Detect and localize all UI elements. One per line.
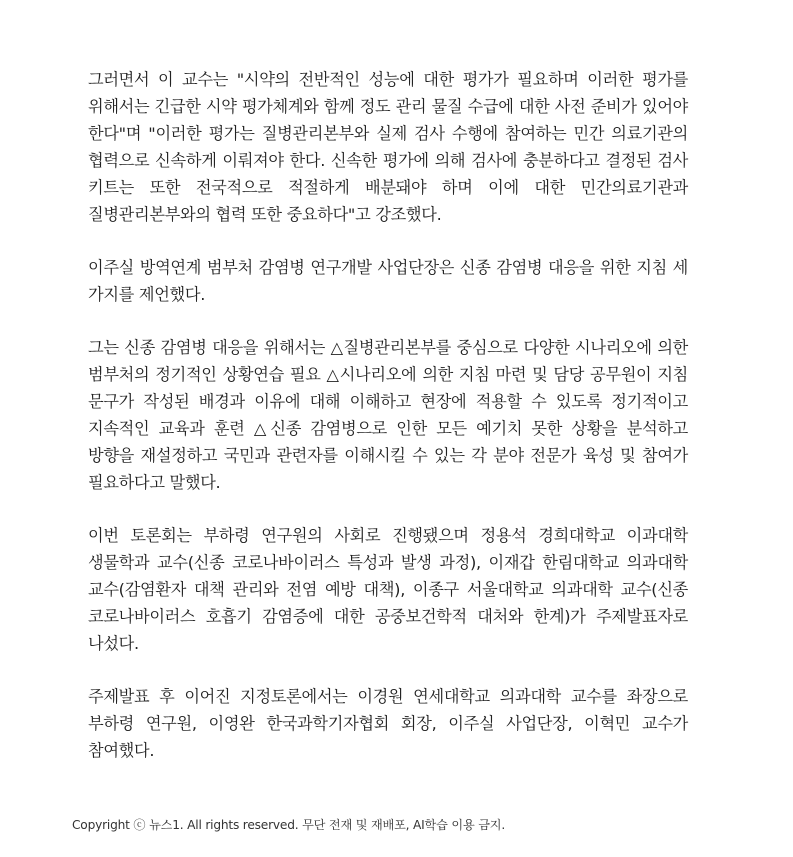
copyright-notice: Copyright ⓒ 뉴스1. All rights reserved. 무단 전재 및 재배포, AI학습 이용 금지. [72, 818, 506, 832]
article-paragraph: 그는 신종 감염병 대응을 위해서는 △질병관리본부를 중심으로 다양한 시나리오에 의한 범부처의 정기적인 상황연습 필요 △시나리오에 의한 지침 마련 및 담당 공무원이 지침 문구가 작성된 배경과 이유에 대해 이해하고 현장에 적용할 수 있도록 정기적이고 지속적인 교육과 훈련 △신종 감염병으로 인한 모든 예기치 못한 상황을 분석하고 방향을 재설정하고 국민과 관련자를 이해시킬 수 있는 각 분야 전문가 육성 및 참여가 필요하다고 말했다. [88, 338, 688, 492]
article-paragraph: 이번 토론회는 부하령 연구원의 사회로 진행됐으며 정용석 경희대학교 이과대학 생물학과 교수(신종 코로나바이러스 특성과 발생 과정), 이재갑 한림대학교 의과대학 교수(감염환자 대책 관리와 전염 예방 대책), 이종구 서울대학교 의과대학 교수(신종 코로나바이러스 호흡기 감염증에 대한 공중보건학적 대처와 한계)가 주제발표자로 나섰다. [88, 526, 688, 653]
article-paragraph: 주제발표 후 이어진 지정토론에서는 이경원 연세대학교 의과대학 교수를 좌장으로 부하령 연구원, 이영완 한국과학기자협회 회장, 이주실 사업단장, 이혁민 교수가 참여했다. [88, 687, 688, 760]
article-paragraph: 이주실 방역연계 범부처 감염병 연구개발 사업단장은 신종 감염병 대응을 위한 지침 세 가지를 제언했다. [88, 258, 688, 304]
article-paragraph: 그러면서 이 교수는 "시약의 전반적인 성능에 대한 평가가 필요하며 이러한 평가를 위해서는 긴급한 시약 평가체계와 함께 정도 관리 물질 수급에 대한 사전 준비가 있어야 한다"며 "이러한 평가는 질병관리본부와 실제 검사 수행에 참여하는 민간 의료기관의 협력으로 신속하게 이뤄져야 한다. 신속한 평가에 의해 검사에 충분하다고 결정된 검사 키트는 또한 전국적으로 적절하게 배분돼야 하며 이에 대한 민간의료기관과 질병관리본부와의 협력 또한 중요하다"고 강조했다. [88, 70, 688, 224]
article-body [88, 66, 688, 790]
